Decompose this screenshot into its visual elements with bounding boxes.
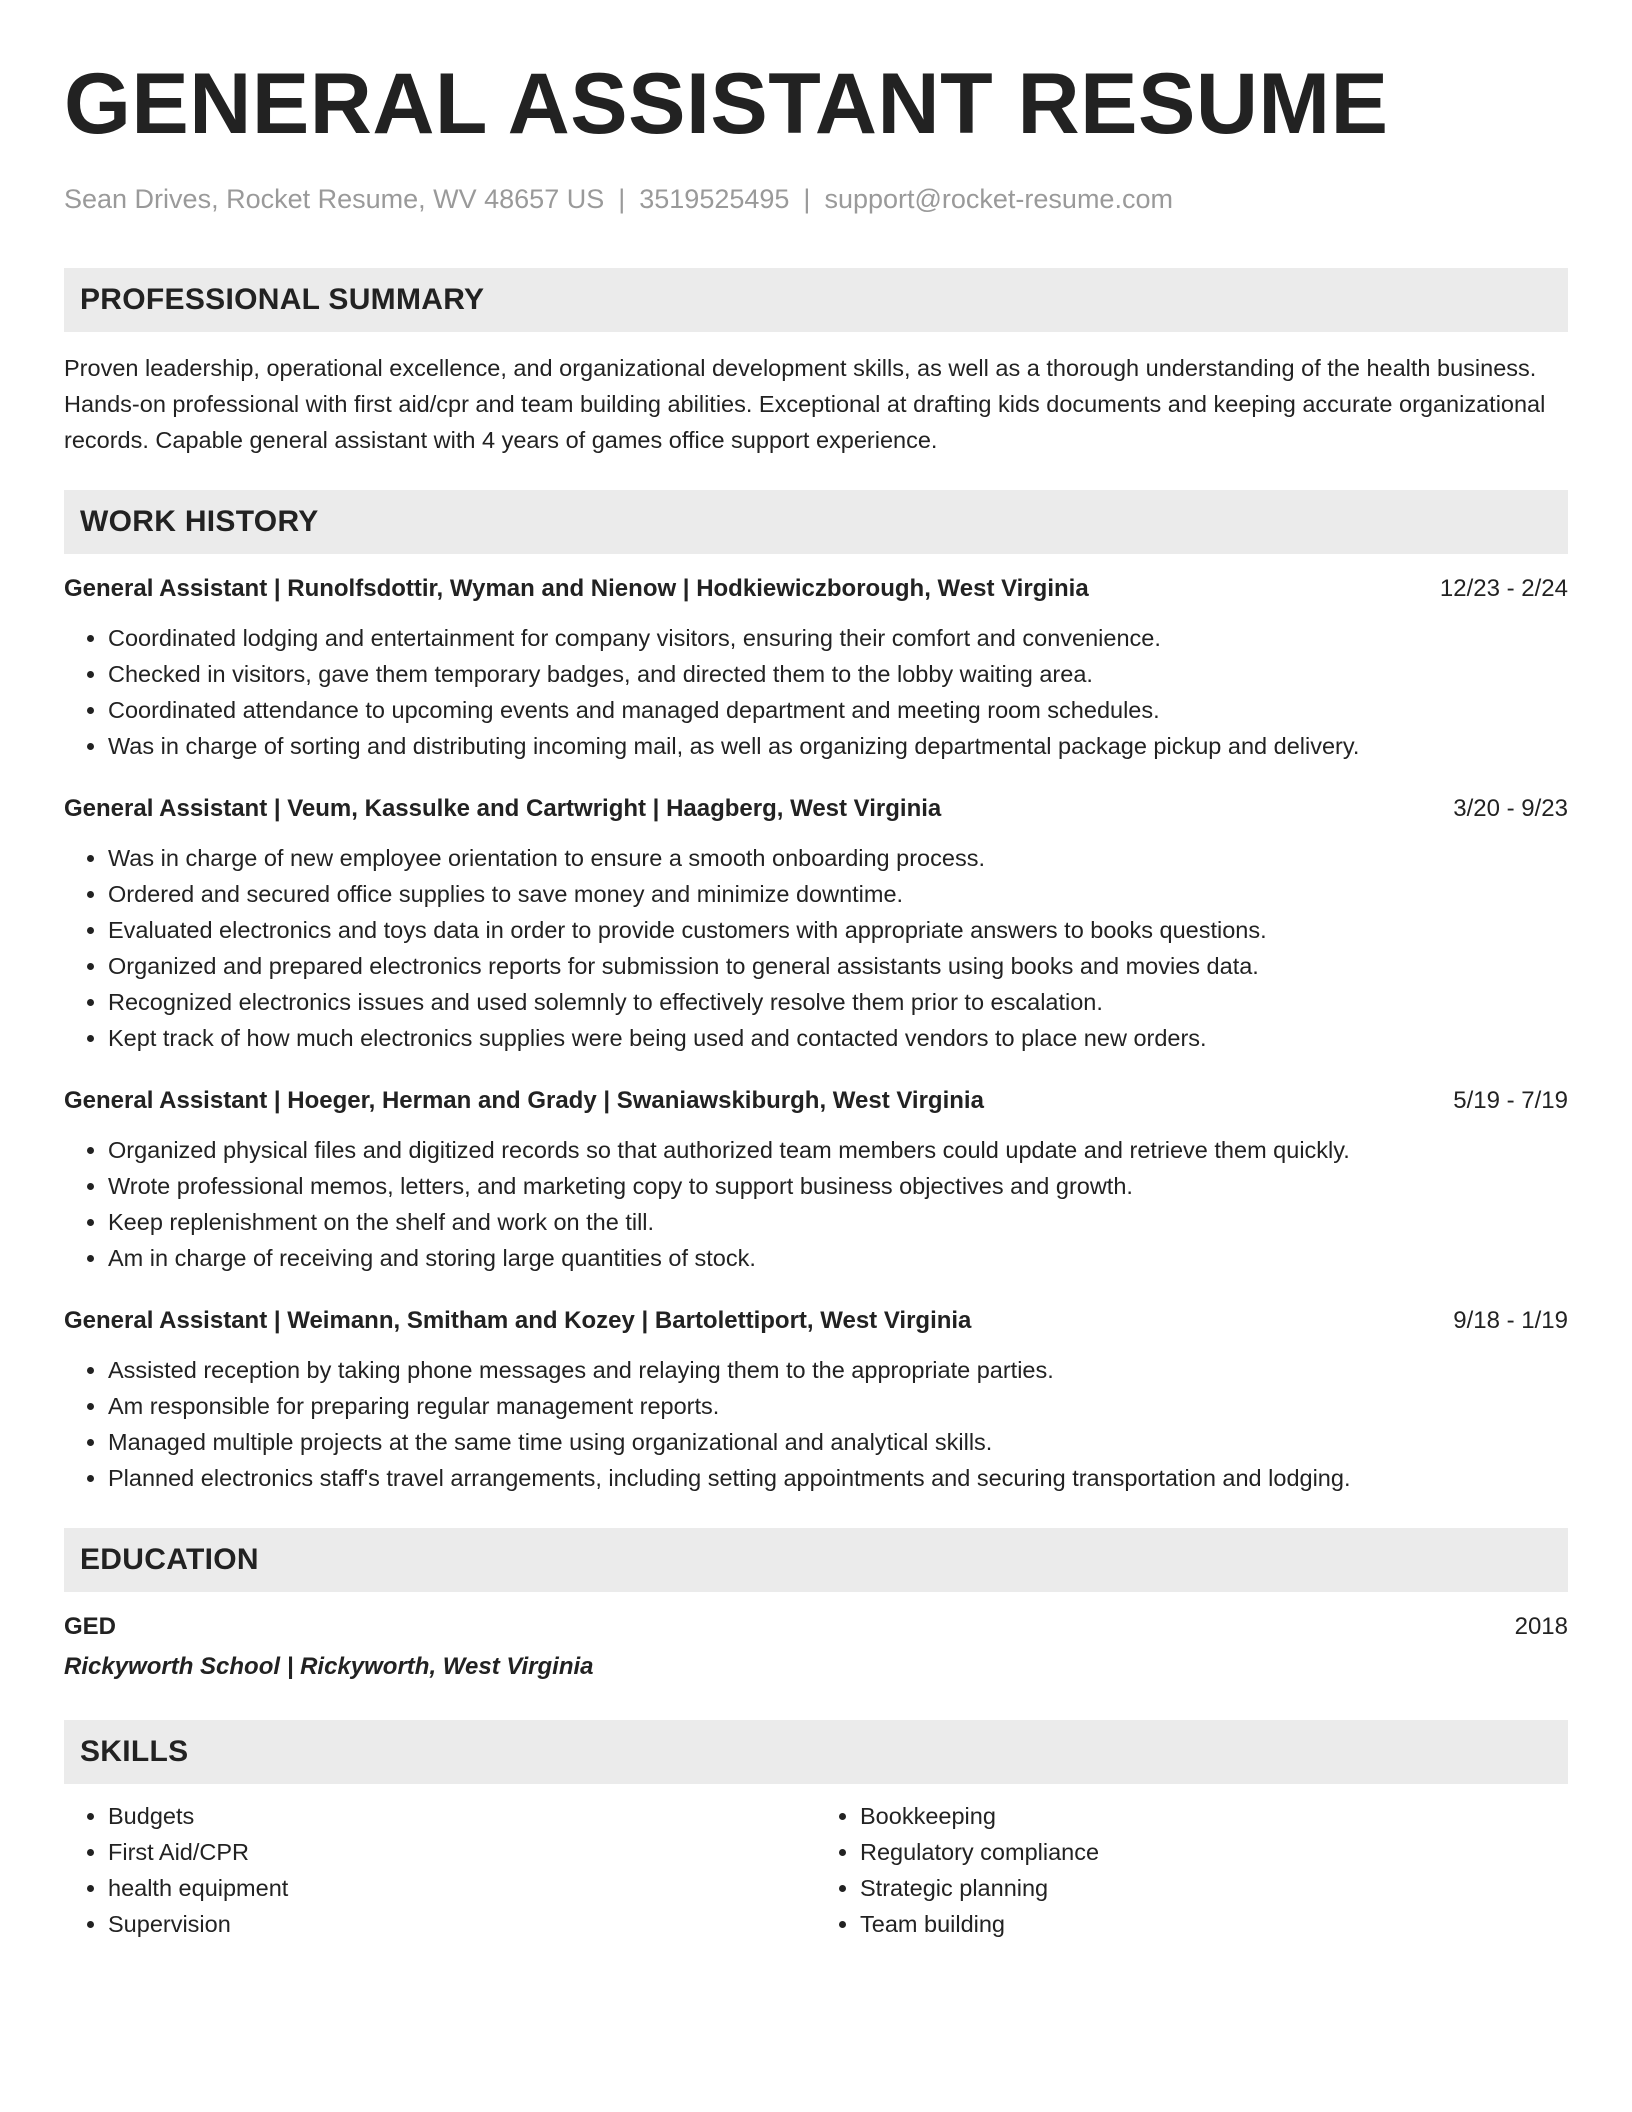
contact-phone: 3519525495	[639, 184, 790, 214]
job-bullets	[64, 840, 1568, 1056]
job-bullet: • Am responsible for preparing regular management reports.	[108, 1388, 1568, 1424]
summary-text: Proven leadership, operational excellence, and organizational development skills, as well as a thorough understanding of the health business. Hands-on professional with first aid/cpr and team building abilities. Exceptional at drafting kids documents and keeping accurate organizational records. Capable general assistant with 4 years of games office support experience.	[64, 355, 1546, 453]
education-year: 2018	[1514, 1613, 1568, 1640]
contact-separator: |	[618, 184, 626, 214]
section-heading-work-history: WORK HISTORY	[64, 490, 1568, 554]
education-header	[64, 1610, 1568, 1644]
job-bullets	[64, 620, 1568, 764]
job-header	[64, 1084, 1568, 1118]
job-title: General Assistant | Veum, Kassulke and Cartwright | Haagberg, West Virginia	[64, 795, 942, 822]
job-dates: 5/19 - 7/19	[1453, 1087, 1568, 1114]
job-bullet: • Keep replenishment on the shelf and work on the till.	[108, 1204, 1568, 1240]
resume-title: GENERAL ASSISTANT RESUME	[64, 56, 1389, 152]
skill-item: • First Aid/CPR	[108, 1834, 816, 1870]
skill-item: • Bookkeeping	[860, 1798, 1568, 1834]
job-header	[64, 572, 1568, 606]
skills-list	[64, 1798, 816, 1942]
job-dates: 9/18 - 1/19	[1453, 1307, 1568, 1334]
section-heading-education: EDUCATION	[64, 1528, 1568, 1592]
job-bullet: • Recognized electronics issues and used solemnly to effectively resolve them prior to escalation.	[108, 984, 1568, 1020]
job-bullet: • Coordinated attendance to upcoming events and managed department and meeting room schedules.	[108, 692, 1568, 728]
skill-item: • Supervision	[108, 1906, 816, 1942]
job-bullet: • Organized and prepared electronics reports for submission to general assistants using books and movies data.	[108, 948, 1568, 984]
job-bullet: • Assisted reception by taking phone messages and relaying them to the appropriate parties.	[108, 1352, 1568, 1388]
job-entry	[64, 1304, 1568, 1496]
job-dates: 3/20 - 9/23	[1453, 795, 1568, 822]
job-bullet: • Was in charge of sorting and distributing incoming mail, as well as organizing departmental package pickup and delivery.	[108, 728, 1568, 764]
job-bullet: • Was in charge of new employee orientation to ensure a smooth onboarding process.	[108, 840, 1568, 876]
skills-list	[816, 1798, 1568, 1942]
job-title: General Assistant | Weimann, Smitham and Kozey | Bartolettiport, West Virginia	[64, 1307, 972, 1334]
job-header	[64, 792, 1568, 826]
job-bullet: • Ordered and secured office supplies to save money and minimize downtime.	[108, 876, 1568, 912]
job-bullet: • Am in charge of receiving and storing large quantities of stock.	[108, 1240, 1568, 1276]
education-school: Rickyworth School | Rickyworth, West Virginia	[64, 1653, 594, 1680]
skill-item: • health equipment	[108, 1870, 816, 1906]
contact-line	[64, 182, 1568, 216]
job-entry	[64, 1084, 1568, 1276]
contact-separator: |	[803, 184, 811, 214]
contact-email: support@rocket-resume.com	[824, 184, 1173, 214]
contact-address: Sean Drives, Rocket Resume, WV 48657 US	[64, 184, 605, 214]
section-heading-skills: SKILLS	[64, 1720, 1568, 1784]
job-bullet: • Wrote professional memos, letters, and marketing copy to support business objectives and growth.	[108, 1168, 1568, 1204]
job-dates: 12/23 - 2/24	[1439, 575, 1568, 602]
job-bullet: • Coordinated lodging and entertainment for company visitors, ensuring their comfort and convenience.	[108, 620, 1568, 656]
skills-grid	[64, 1798, 1568, 1942]
job-bullet: • Kept track of how much electronics supplies were being used and contacted vendors to place new orders.	[108, 1020, 1568, 1056]
job-title: General Assistant | Runolfsdottir, Wyman and Nienow | Hodkiewiczborough, West Virginia	[64, 575, 1089, 602]
skill-item: • Regulatory compliance	[860, 1834, 1568, 1870]
job-bullets	[64, 1352, 1568, 1496]
job-bullet: • Managed multiple projects at the same time using organizational and analytical skills.	[108, 1424, 1568, 1460]
education-degree: GED	[64, 1613, 117, 1640]
job-bullet: • Planned electronics staff's travel arrangements, including setting appointments and securing transportation and lodging.	[108, 1460, 1568, 1496]
job-title: General Assistant | Hoeger, Herman and Grady | Swaniawskiburgh, West Virginia	[64, 1087, 984, 1114]
skill-item: • Strategic planning	[860, 1870, 1568, 1906]
job-bullet: • Checked in visitors, gave them temporary badges, and directed them to the lobby waiting area.	[108, 656, 1568, 692]
job-header	[64, 1304, 1568, 1338]
job-bullet: • Evaluated electronics and toys data in order to provide customers with appropriate answers to books questions.	[108, 912, 1568, 948]
section-heading-summary: PROFESSIONAL SUMMARY	[64, 268, 1568, 332]
job-entry	[64, 572, 1568, 764]
job-bullets	[64, 1132, 1568, 1276]
skills-column-right	[816, 1798, 1568, 1942]
job-entry	[64, 792, 1568, 1056]
skill-item: • Budgets	[108, 1798, 816, 1834]
skill-item: • Team building	[860, 1906, 1568, 1942]
job-bullet: • Organized physical files and digitized records so that authorized team members could update and retrieve them quickly.	[108, 1132, 1568, 1168]
skills-column-left	[64, 1798, 816, 1942]
